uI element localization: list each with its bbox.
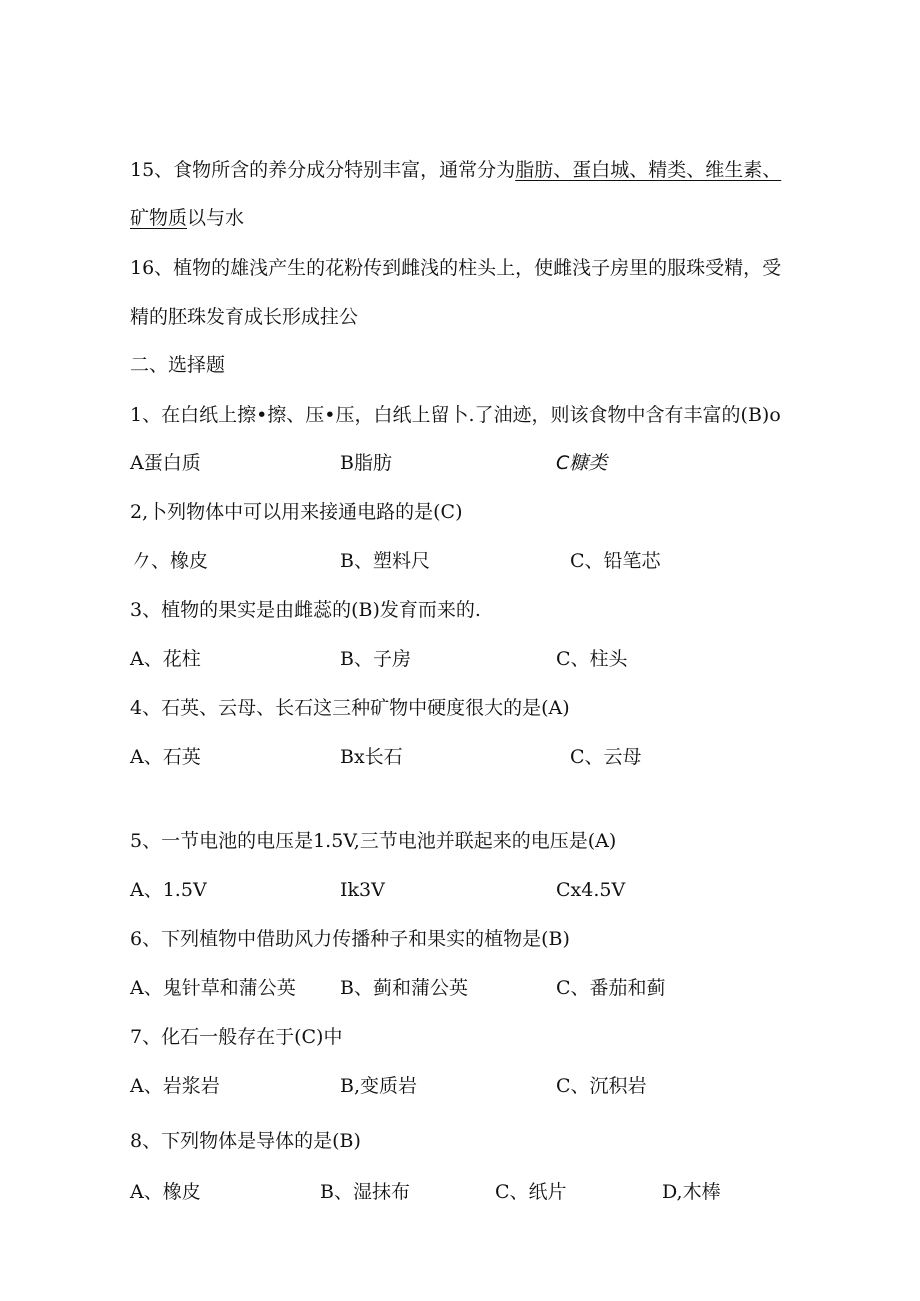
question-6-text: 6、下列植物中借助风力传播种子和果实的植物是(B) [130, 928, 570, 950]
question-4-option-b: Bx长石 [340, 746, 403, 768]
question-8-option-d: D,木棒 [662, 1181, 721, 1203]
question-4-text: 4、石英、云母、长石这三种矿物中硬度很大的是(A) [130, 697, 570, 719]
question-6-option-b: B、蓟和蒲公英 [340, 977, 468, 999]
question-5-option-c: Cx4.5V [556, 879, 626, 901]
question-1-option-c: C糠类 [556, 452, 608, 474]
question-7-option-a: A、岩浆岩 [130, 1075, 220, 1097]
question-8-text: 8、下列物体是导体的是(B) [130, 1130, 361, 1152]
question-5-option-b: Ik3V [340, 879, 385, 901]
question-1-option-b: B脂肪 [340, 452, 392, 474]
question-1-text: 1、在白纸上擦•擦、压•压，白纸上留卜.了油迹，则该食物中含有丰富的(B)o [130, 404, 781, 426]
question-3-text: 3、植物的果实是由雌蕊的(B)发育而来的. [130, 599, 481, 621]
question-4-option-c: C、云母 [570, 746, 642, 768]
question-15-suffix: 以与水 [187, 207, 245, 229]
question-8-option-a: A、橡皮 [130, 1181, 201, 1203]
question-15-prefix: 15、食物所含的养分成分特别丰富，通常分为 [130, 159, 516, 181]
question-2-text: 2,卜列物体中可以用来接通电路的是(C) [130, 501, 463, 523]
question-8-option-b: B、湿抹布 [320, 1181, 410, 1203]
question-2-option-c: C、铅笔芯 [570, 550, 661, 572]
question-6-option-a: A、鬼针草和蒲公英 [130, 977, 296, 999]
question-2-option-a: 𠂊、橡皮 [132, 550, 209, 572]
question-7-option-c: C、沉积岩 [556, 1075, 647, 1097]
section-title: 二、选择题 [130, 354, 226, 376]
question-5-text: 5、一节电池的电压是1.5V,三节电池并联起来的电压是(A) [130, 830, 617, 852]
question-3-option-a: A、花柱 [130, 648, 201, 670]
question-2-option-b: B、塑料尺 [340, 550, 430, 572]
question-15-answer-underlined-2: 矿物质 [130, 207, 188, 229]
question-3-option-b: B、子房 [340, 648, 411, 670]
question-15-line-1 [130, 158, 781, 182]
question-5-option-a: A、1.5V [130, 879, 207, 901]
question-1-option-a: A蛋白质 [130, 452, 201, 474]
question-4-option-a: A、石英 [130, 746, 201, 768]
question-16-line-2: 精的胚珠发育成长形成拄公 [130, 306, 359, 328]
question-15-answer-underlined: 脂肪、蛋白城、精类、维生素、 [515, 159, 782, 181]
question-6-option-c: C、番茄和蓟 [556, 977, 666, 999]
question-7-option-b: B,变质岩 [340, 1075, 418, 1097]
question-3-option-c: C、柱头 [556, 648, 628, 670]
question-16-line-1: 16、植物的雄浅产生的花粉传到雌浅的柱头上，使雌浅子房里的服珠受精，受 [130, 257, 782, 279]
question-7-text: 7、化石一般存在于(C)中 [130, 1026, 343, 1048]
question-15-line-2 [130, 206, 244, 230]
question-8-option-c: C、纸片 [495, 1181, 567, 1203]
